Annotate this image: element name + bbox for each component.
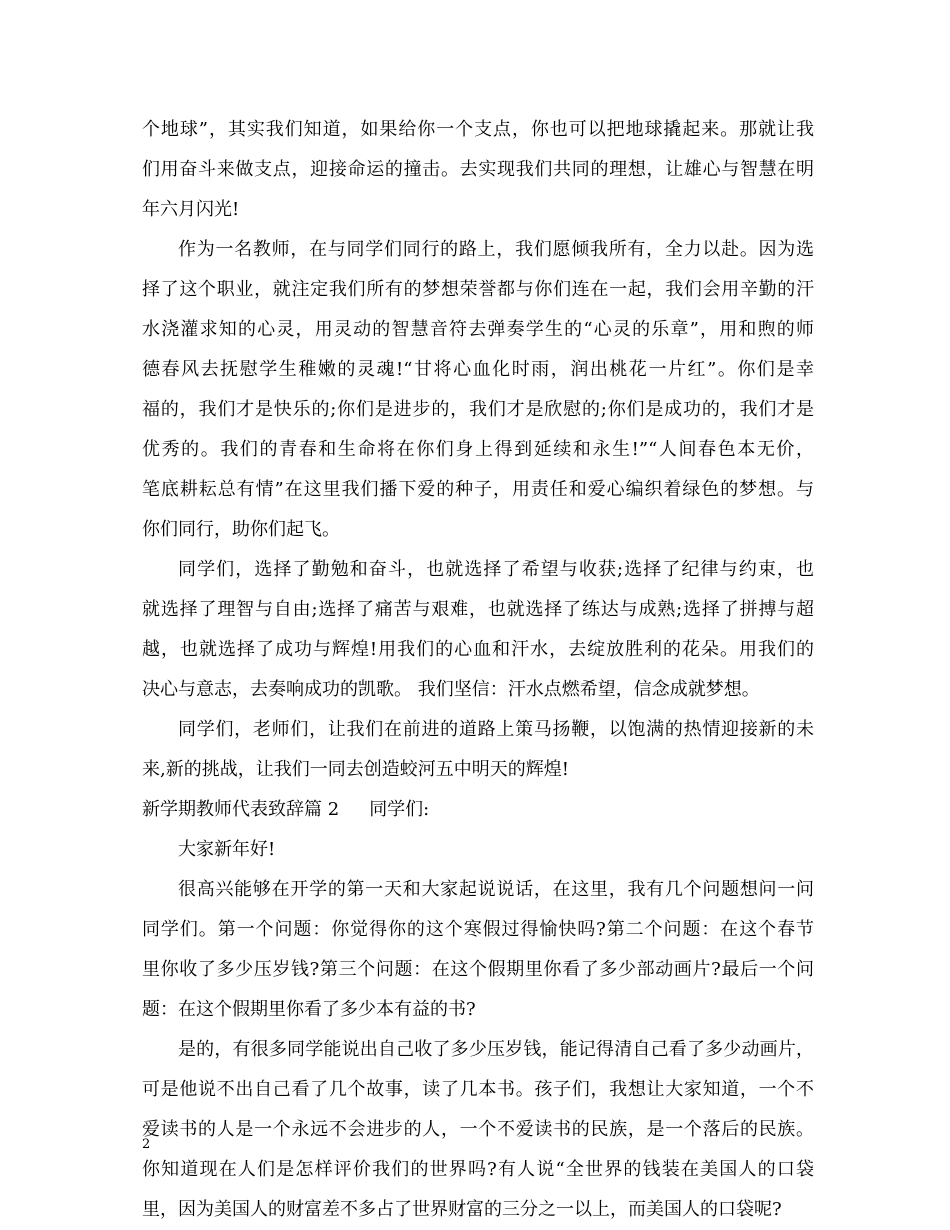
text-line: 德春风去抚慰学生稚嫩的灵魂!“甘将心血化时雨，润出桃花一片红”。你们是幸 [142,359,814,380]
text-line: 你们同行，助你们起飞。 [142,519,340,540]
document-body [142,110,814,1230]
text-line: 爱读书的人是一个永远不会进步的人，一个不爱读书的民族，是一个落后的民族。 [142,1119,814,1140]
text-line: 你知道现在人们是怎样评价我们的世界吗?有人说“全世界的钱装在美国人的口袋 [142,1159,814,1180]
text-line: 笔底耕耘总有情”在这里我们播下爱的种子，用责任和爱心编织着绿色的梦想。与 [142,479,814,500]
paragraph [142,1030,814,1230]
paragraph [142,830,814,870]
text-line: 水浇灌求知的心灵，用灵动的智慧音符去弹奏学生的“心灵的乐章”，用和煦的师 [142,319,814,340]
text-line: 可是他说不出自己看了几个故事，读了几本书。孩子们，我想让大家知道，一个不 [142,1079,814,1100]
page-number: 2 [142,1137,151,1152]
text-line: 优秀的。我们的青春和生命将在你们身上得到延续和永生!”“人间春色本无价， [142,439,814,460]
text-line: 就选择了理智与自由;选择了痛苦与艰难，也就选择了练达与成熟;选择了拼搏与超 [142,599,814,620]
text-line: 决心与意志，去奏响成功的凯歌。 我们坚信：汗水点燃希望，信念成就梦想。 [142,679,760,700]
text-line: 越，也就选择了成功与辉煌!用我们的心血和汗水，去绽放胜利的花朵。用我们的 [142,639,814,660]
paragraph [142,230,814,550]
text-line: 同学们，选择了勤勉和奋斗，也就选择了希望与收获;选择了纪律与约束，也 [178,559,814,580]
section-heading [142,790,814,830]
salutation: 同学们: [369,799,430,820]
text-line: 年六月闪光! [142,199,240,220]
text-line: 同学们，老师们，让我们在前进的道路上策马扬鞭，以饱满的热情迎接新的未 [178,719,814,740]
text-line: 来,新的挑战，让我们一同去创造蛟河五中明天的辉煌! [142,759,569,780]
text-line: 很高兴能够在开学的第一天和大家起说说话，在这里，我有几个问题想问一问 [178,879,814,900]
paragraph [142,550,814,710]
text-line: 大家新年好! [178,839,276,860]
paragraph [142,710,814,790]
paragraph [142,870,814,1030]
text-line: 是的，有很多同学能说出自己收了多少压岁钱，能记得清自己看了多少动画片， [178,1039,814,1060]
text-line: 择了这个职业，就注定我们所有的梦想荣誉都与你们连在一起，我们会用辛勤的汗 [142,279,814,300]
text-line: 题：在这个假期里你看了多少本有益的书? [142,999,476,1020]
section-title: 新学期教师代表致辞篇 2 [142,799,340,820]
text-line: 同学们。第一个问题：你觉得你的这个寒假过得愉快吗?第二个问题：在这个春节 [142,919,814,940]
text-line: 个地球”，其实我们知道，如果给你一个支点，你也可以把地球撬起来。那就让我 [142,119,814,140]
paragraph [142,110,814,230]
text-line: 福的，我们才是快乐的;你们是进步的，我们才是欣慰的;你们是成功的，我们才是 [142,399,814,420]
text-line: 里你收了多少压岁钱?第三个问题：在这个假期里你看了多少部动画片?最后一个问 [142,959,814,980]
text-line: 里，因为美国人的财富差不多占了世界财富的三分之一以上，而美国人的口袋呢? [142,1199,782,1220]
text-line: 作为一名教师，在与同学们同行的路上，我们愿倾我所有，全力以赴。因为选 [178,239,814,260]
text-line: 们用奋斗来做支点，迎接命运的撞击。去实现我们共同的理想，让雄心与智慧在明 [142,159,814,180]
